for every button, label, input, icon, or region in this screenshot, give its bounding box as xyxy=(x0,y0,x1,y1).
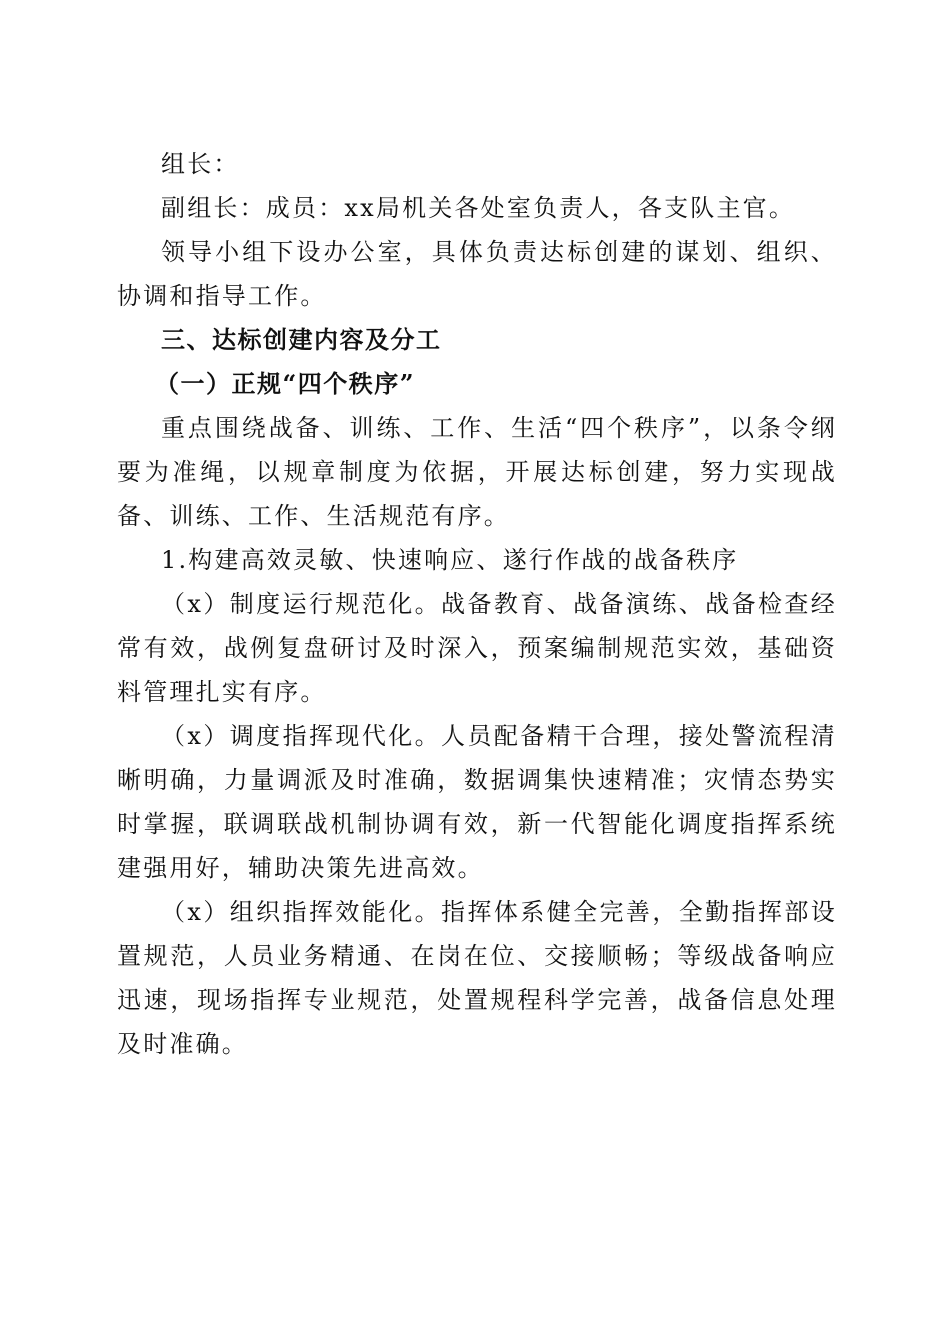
paragraph-team-leader: 组长： xyxy=(161,150,240,178)
paragraph-four-orders: 重点围绕战备、训练、工作、生活“四个秩序”，以条令纲要为准绳，以规章制度为依据，开展达标创建，努力实现战备、训练、工作、生活规范有序。 xyxy=(117,414,837,530)
paragraph-deputy-and-members: 副组长：成员：xx局机关各处室负责人，各支队主官。 xyxy=(161,194,796,222)
paragraph-dispatch-command: （x）调度指挥现代化。人员配备精干合理，接处警流程清晰明确，力量调派及时准确，数据调集快速精准；灾情态势实时掌握，联调联战机制协调有效，新一代智能化调度指挥系统建强用好，辅助决策先进高效。 xyxy=(117,722,837,882)
paragraph-organization-command: （x）组织指挥效能化。指挥体系健全完善，全勤指挥部设置规范，人员业务精通、在岗在位、交接顺畅；等级战备响应迅速，现场指挥专业规范，处置规程科学完善，战备信息处理及时准确。 xyxy=(117,898,837,1058)
subsection-heading-1: （一）正规“四个秩序” xyxy=(155,369,416,398)
paragraph-system-operation: （x）制度运行规范化。战备教育、战备演练、战备检查经常有效，战例复盘研讨及时深入，预案编制规范实效，基础资料管理扎实有序。 xyxy=(117,590,837,706)
document-body xyxy=(117,142,837,1066)
paragraph-office: 领导小组下设办公室，具体负责达标创建的谋划、组织、协调和指导工作。 xyxy=(117,238,837,310)
section-heading-3: 三、达标创建内容及分工 xyxy=(161,326,442,354)
item-heading-1: 1.构建高效灵敏、快速响应、遂行作战的战备秩序 xyxy=(161,546,739,574)
